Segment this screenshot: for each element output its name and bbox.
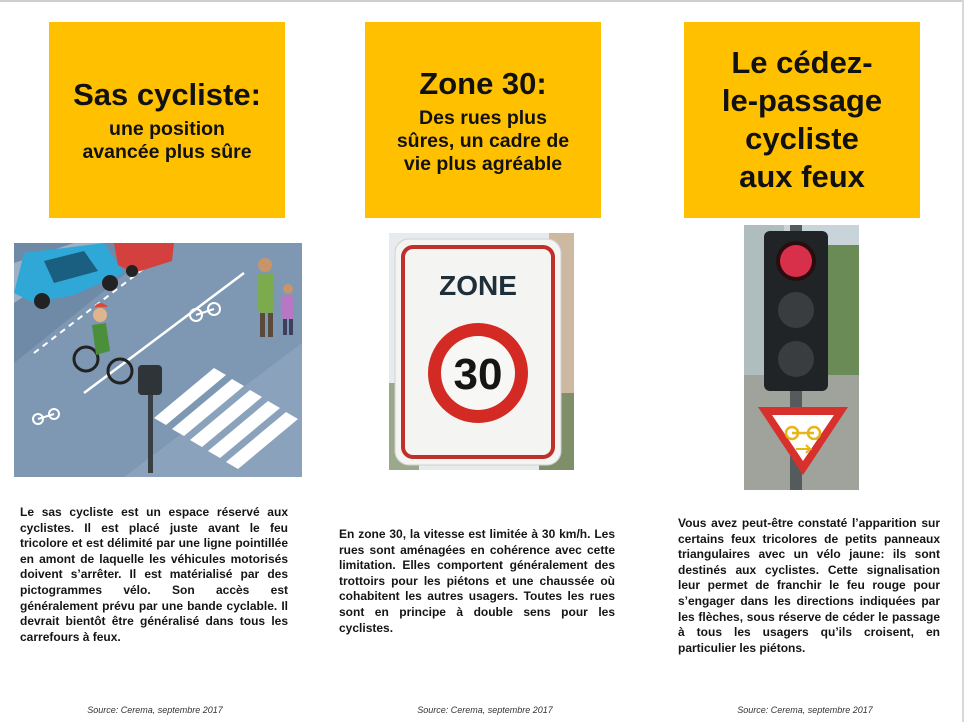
title-main: Sas cycliste: [73,77,261,112]
title-subtitle: Des rues plus sûres, un cadre de vie plus agréable [396,106,570,175]
speed-limit-number: 30 [453,350,503,399]
zone-label: ZONE [439,270,517,301]
title-subtitle: une position avancée plus sûre [82,118,252,163]
page-top-border [0,0,964,2]
cyclist-box-illustration [14,243,302,477]
body-text-zone-30: En zone 30, la vitesse est limitée à 30 km/h. Les rues sont aménagées en cohérence avec cette limitation. Elles comportent généralement des trottoirs pour les piétons et une chaussée où cohabitent les autres usagers. Toutes les rues sont en principe à double sens pour les cyclistes. [339,527,615,635]
title-sas-cycliste [49,22,285,218]
source-caption: Source: Cerema, septembre 2017 [87,705,223,715]
title-main: Le cédez-le-passage cycliste aux feux [721,45,883,194]
source-caption: Source: Cerema, septembre 2017 [737,705,873,715]
zone-30-sign-photo [389,233,574,470]
traffic-light-photo [744,225,859,490]
title-zone-30 [365,22,601,218]
source-caption: Source: Cerema, septembre 2017 [417,705,553,715]
body-text-cedez-le-passage: Vous avez peut-être constaté l’apparition sur certains feux tricolores de petits panneaux triangulaires avec un vélo jaune: ils sont destinés aux cyclistes. Cette signalisation leur permet de franchir le feu rouge pour s’engager dans les directions indiquées par les flèches, sous réserve de céder le passage à tous les usagers qu’ils croisent, en particulier les piétons. [678,516,940,655]
title-main: Zone 30: [419,65,547,101]
title-cedez-le-passage [684,22,920,218]
body-text-sas-cycliste: Le sas cycliste est un espace réservé aux cyclistes. Il est placé juste avant le feu tricolore et est délimité par une ligne pointillée en amont de laquelle les véhicules motorisés doivent s’arrêter. Il est matérialisé par des pictogrammes vélo. Son accès est généralement prévu par une bande cyclable. Il devrait bientôt être généralisé dans tous les carrefours à feux. [20,505,288,644]
